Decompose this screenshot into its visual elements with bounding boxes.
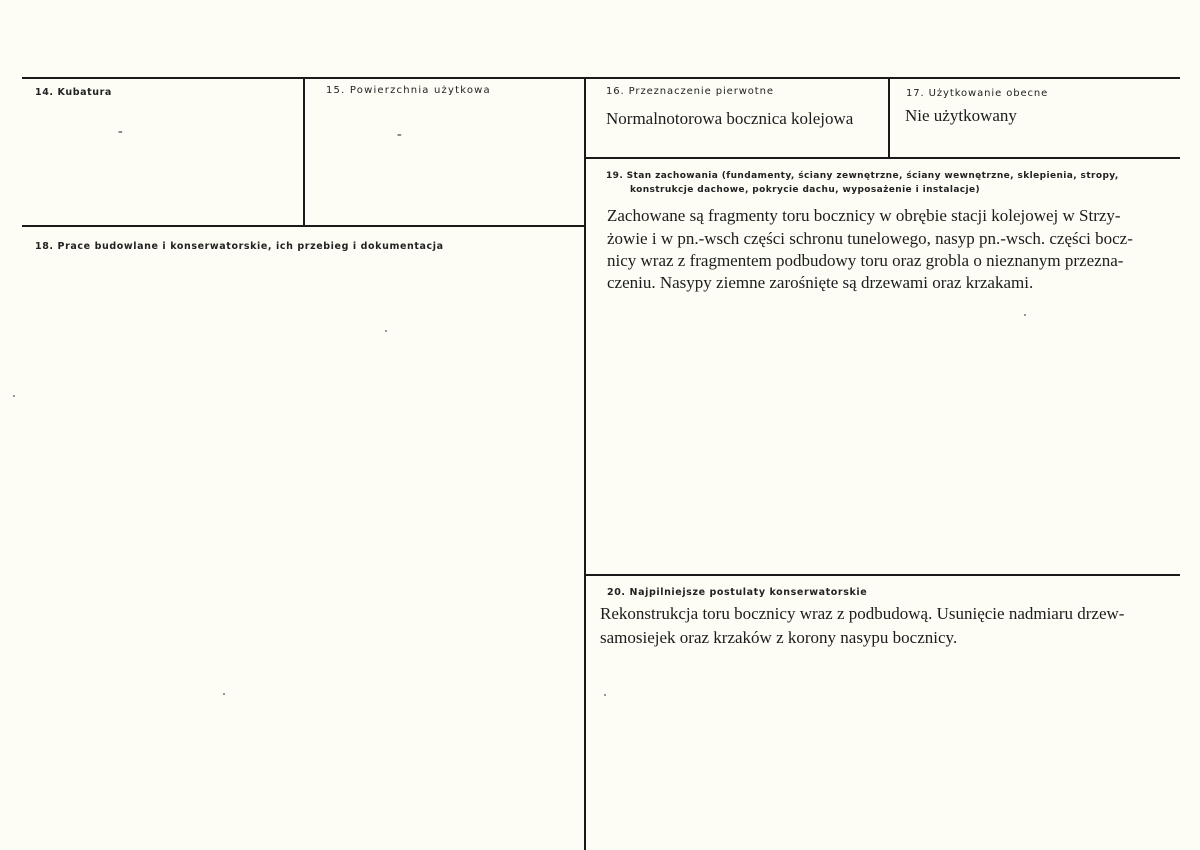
field-15-label: 15. Powierzchnia użytkowa (326, 85, 491, 96)
divider-16-17 (888, 79, 890, 158)
top-border-line (22, 77, 1180, 79)
scan-speck (1024, 314, 1026, 316)
field-16-label: 16. Przeznaczenie pierwotne (606, 86, 774, 97)
field-20-label: 20. Najpilniejsze postulaty konserwatorskie (607, 587, 868, 598)
field-19-value-line: Zachowane są fragmenty toru bocznicy w obrębie stacji kolejowej w Strzy- (607, 206, 1121, 225)
horizontal-line-above-20 (586, 574, 1180, 576)
scan-speck (223, 693, 225, 695)
scan-speck (13, 395, 15, 397)
field-19-label-line-1: 19. Stan zachowania (fundamenty, ściany zewnętrzne, ściany wewnętrzne, sklepienia, stropy, (606, 171, 1119, 181)
horizontal-line-below-14-15 (22, 225, 586, 227)
field-19-value-line: nicy wraz z fragmentem podbudowy toru oraz grobla o nieznanym przezna- (607, 251, 1124, 270)
field-19-label-line-2: konstrukcje dachowe, pokrycie dachu, wyposażenie i instalacje) (630, 185, 981, 195)
field-14-label: 14. Kubatura (35, 87, 112, 98)
field-14-value: - (118, 124, 123, 139)
field-15-value: - (397, 127, 402, 142)
field-17-value: Nie użytkowany (905, 106, 1017, 125)
divider-14-15 (303, 77, 305, 227)
scan-speck (385, 330, 387, 332)
field-19-value-line: żowie i w pn.-wsch części schronu tunelowego, nasyp pn.-wsch. części bocz- (607, 229, 1133, 248)
field-20-value-line: Rekonstrukcja toru bocznicy wraz z podbudową. Usunięcie nadmiaru drzew- (600, 604, 1125, 623)
horizontal-line-below-16-17 (586, 157, 1180, 159)
field-17-label: 17. Użytkowanie obecne (906, 88, 1049, 99)
field-20-value-line: samosiejek oraz krzaków z korony nasypu bocznicy. (600, 628, 958, 647)
field-18-label: 18. Prace budowlane i konserwatorskie, ich przebieg i dokumentacja (35, 241, 444, 252)
scan-speck (604, 694, 606, 696)
field-19-value-line: czeniu. Nasypy ziemne zarośnięte są drzewami oraz krzakami. (607, 273, 1034, 292)
main-vertical-divider (584, 77, 586, 850)
field-16-value: Normalnotorowa bocznica kolejowa (606, 109, 854, 128)
